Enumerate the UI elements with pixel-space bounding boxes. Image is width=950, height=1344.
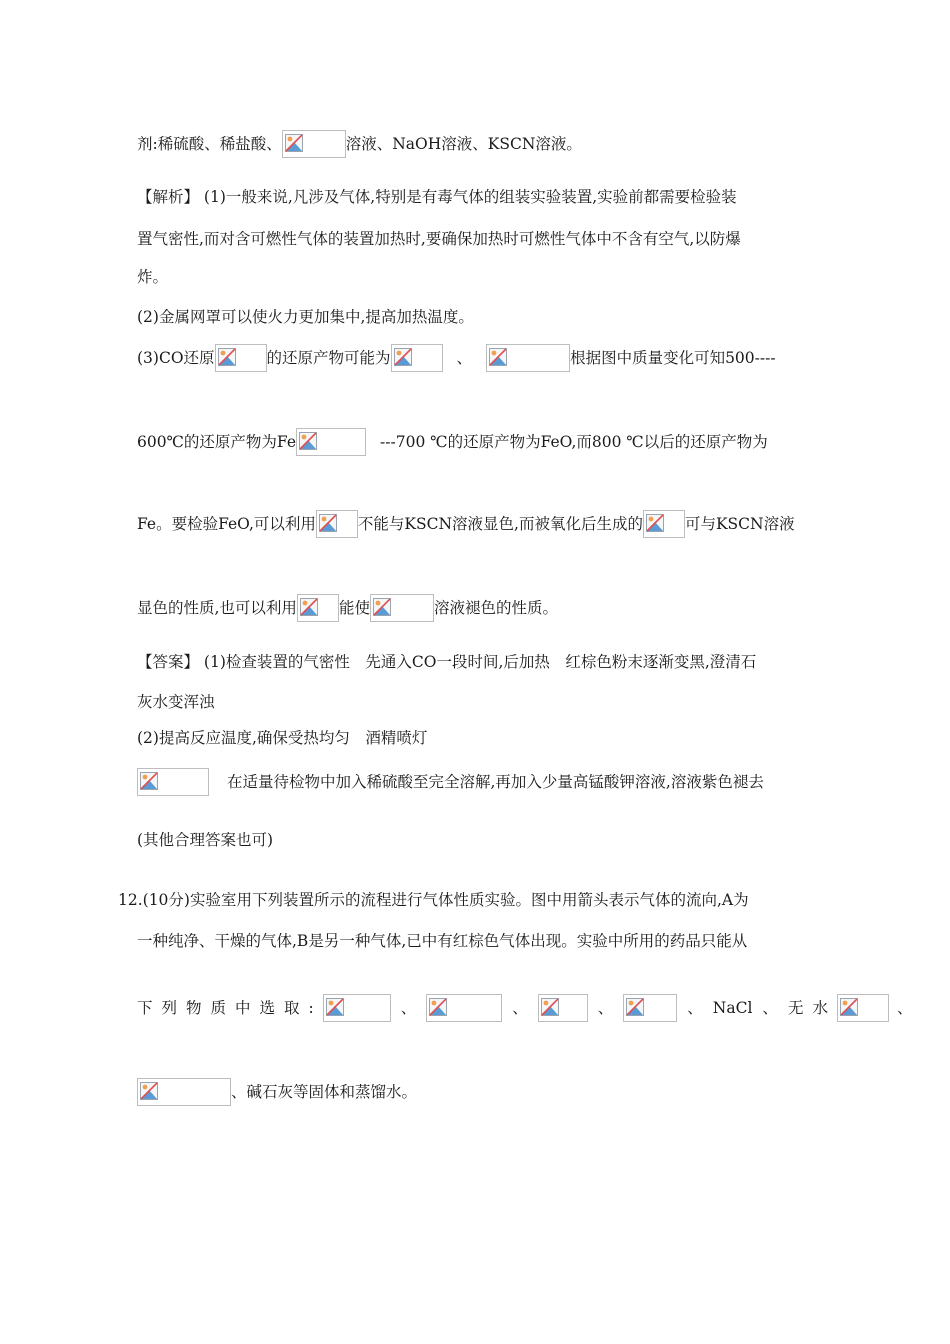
broken-image-icon	[297, 594, 339, 622]
line-10: 【答案】 (1)检查装置的气密性 先通入CO一段时间,后加热 红棕色粉末逐渐变黑,澄清石	[137, 653, 757, 671]
text: 的还原产物可能为	[266, 349, 391, 367]
text: ---700 ℃的还原产物为FeO,而800 ℃以后的还原产物为	[380, 433, 768, 451]
text: Fe。要检验FeO,可以利用	[137, 515, 316, 533]
broken-image-icon	[215, 344, 267, 372]
line-16: 一种纯净、干燥的气体,B是另一种气体,已中有红棕色气体出现。实验中所用的药品只能从	[137, 932, 748, 950]
broken-image-icon	[643, 510, 685, 538]
text: 、碱石灰等固体和蒸馏水。	[231, 1083, 418, 1101]
broken-image-icon	[486, 344, 570, 372]
broken-image-icon	[316, 510, 358, 538]
text: 溶液、NaOH溶液、KSCN溶液。	[345, 135, 582, 153]
line-5: (2)金属网罩可以使火力更加集中,提高加热温度。	[137, 308, 474, 326]
text: 能使	[338, 599, 370, 617]
broken-image-icon	[837, 994, 889, 1022]
line-9	[137, 594, 558, 622]
separator: 、	[400, 999, 417, 1017]
line-1	[137, 130, 582, 158]
text: 600℃的还原产物为Fe	[137, 433, 297, 451]
line-2: 【解析】 (1)一般来说,凡涉及气体,特别是有毒气体的组装实验装置,实验前都需要检验装	[137, 188, 737, 206]
text: 可与KSCN溶液	[684, 515, 795, 533]
line-11: 灰水变浑浊	[137, 693, 215, 711]
broken-image-icon	[137, 768, 209, 796]
text: 剂:稀硫酸、稀盐酸、	[137, 135, 282, 153]
line-18	[137, 1078, 417, 1106]
text: (3)CO还原	[137, 349, 215, 367]
separator: 、	[896, 999, 913, 1017]
separator: 、	[687, 999, 703, 1017]
separator: 、	[597, 999, 614, 1017]
broken-image-icon	[426, 994, 502, 1022]
text: NaCl	[712, 999, 753, 1017]
line-12: (2)提高反应温度,确保受热均匀 酒精喷灯	[137, 729, 428, 747]
separator: 、	[512, 999, 528, 1017]
text: 在适量待检物中加入稀硫酸至完全溶解,再加入少量高锰酸钾溶液,溶液紫色褪去	[227, 773, 764, 791]
text: 无水	[787, 999, 837, 1017]
text: 溶液褪色的性质。	[433, 599, 558, 617]
text: 下列物质中选取:	[137, 999, 323, 1017]
broken-image-icon	[137, 1078, 231, 1106]
line-8	[137, 510, 795, 538]
broken-image-icon	[538, 994, 588, 1022]
text: 不能与KSCN溶液显色,而被氧化后生成的	[357, 515, 643, 533]
text: 、	[456, 349, 473, 367]
separator: 、	[762, 999, 778, 1017]
text: 显色的性质,也可以利用	[137, 599, 297, 617]
line-13	[137, 768, 764, 796]
line-15: 12.(10分)实验室用下列装置所示的流程进行气体性质实验。图中用箭头表示气体的流向,A为	[118, 891, 749, 909]
broken-image-icon	[370, 594, 434, 622]
line-4: 炸。	[137, 268, 169, 286]
broken-image-icon	[623, 994, 677, 1022]
broken-image-icon	[282, 130, 346, 158]
line-6	[137, 344, 776, 372]
line-7	[137, 428, 768, 456]
text: 根据图中质量变化可知500----	[570, 349, 776, 367]
broken-image-icon	[323, 994, 391, 1022]
broken-image-icon	[296, 428, 366, 456]
line-14: (其他合理答案也可)	[137, 831, 274, 849]
line-3: 置气密性,而对含可燃性气体的装置加热时,要确保加热时可燃性气体中不含有空气,以防爆	[137, 230, 741, 248]
line-17	[137, 994, 912, 1022]
broken-image-icon	[391, 344, 443, 372]
